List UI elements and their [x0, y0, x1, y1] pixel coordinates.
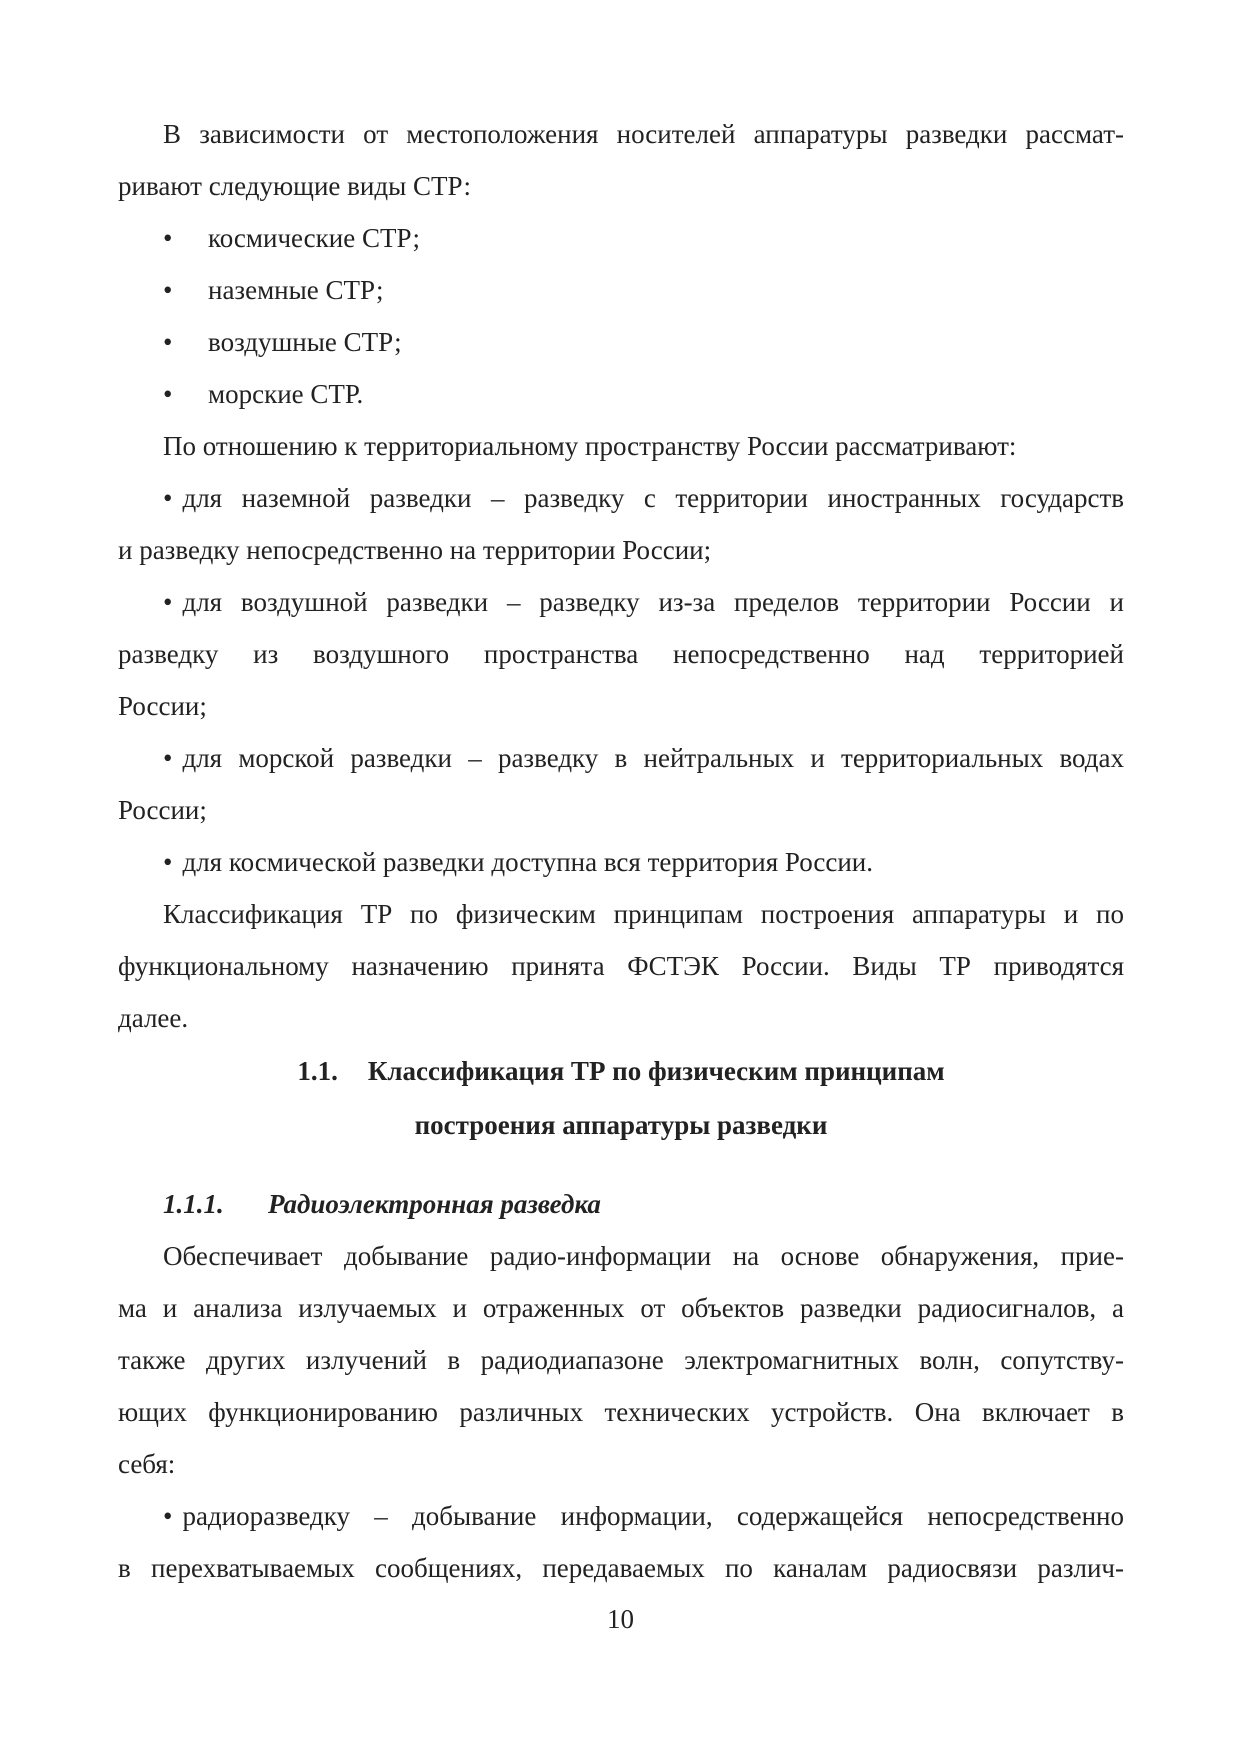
list-item-text: воздушные СТР; [208, 327, 402, 357]
document-page [118, 108, 1124, 1594]
subsection-number: 1.1.1. [163, 1189, 224, 1219]
bullet-icon: • [163, 1501, 173, 1531]
list-item [118, 1490, 1124, 1594]
list-item-text: для воздушной разведки – разведку из-за пределов территории России и [182, 587, 1124, 617]
subsection-title: Радиоэлектронная разведка [268, 1189, 601, 1219]
paragraph-line: ющих функционированию различных технических устройств. Она включает в [118, 1397, 1124, 1427]
list-item [118, 732, 1124, 836]
list-item-line: и разведку непосредственно на территории России; [118, 535, 712, 565]
classification-paragraph [118, 888, 1124, 1044]
paragraph-line: функциональному назначению принята ФСТЭК России. Виды ТР приводятся [118, 951, 1124, 981]
list-item [118, 576, 1124, 732]
list-item-text: радиоразведку – добывание информации, содержащейся непосредственно [182, 1501, 1124, 1531]
bullet-icon: • [163, 327, 173, 357]
bullet-icon: • [163, 743, 173, 773]
intro-line-1: В зависимости от местоположения носителей аппаратуры разведки рассмат- [163, 119, 1124, 149]
paragraph-line: далее. [118, 1003, 189, 1033]
territory-intro: По отношению к территориальному пространству России рассматривают: [163, 431, 1017, 461]
list-item-text: наземные СТР; [208, 275, 384, 305]
list-item [118, 264, 1124, 316]
territory-list [118, 472, 1124, 888]
list-item-line [118, 576, 1124, 628]
section-heading-line-2: построения аппаратуры разведки [414, 1110, 828, 1140]
subsection-heading [118, 1178, 1124, 1230]
bullet-icon: • [163, 483, 173, 513]
list-item [118, 472, 1124, 576]
list-item-line [118, 836, 1124, 888]
bullet-icon: • [163, 223, 173, 253]
section-number: 1.1. [297, 1056, 338, 1086]
bullet-icon: • [163, 587, 173, 617]
list-item-text: для морской разведки – разведку в нейтральных и территориальных водах [182, 743, 1124, 773]
paragraph-line: ма и анализа излучаемых и отраженных от объектов разведки радиосигналов, а [118, 1293, 1124, 1323]
intro-line-2: ривают следующие виды СТР: [118, 171, 472, 201]
list-item-line: России; [118, 691, 207, 721]
list-item [118, 212, 1124, 264]
paragraph-line: себя: [118, 1449, 176, 1479]
bullet-icon: • [163, 379, 173, 409]
list-item-line: России; [118, 795, 207, 825]
page-number: 10 [607, 1604, 634, 1634]
radio-paragraph [118, 1230, 1124, 1490]
list-item-line [118, 472, 1124, 524]
list-item-text: для космической разведки доступна вся территория России. [182, 847, 873, 877]
paragraph-line: также других излучений в радиодиапазоне электромагнитных волн, сопутству- [118, 1345, 1124, 1375]
list-item-text: морские СТР. [208, 379, 364, 409]
list-item [118, 836, 1124, 888]
list-item-line: разведку из воздушного пространства непосредственно над территорией [118, 639, 1124, 669]
list-item-line [118, 732, 1124, 784]
paragraph-line: Обеспечивает добывание радио-информации на основе обнаружения, прие- [163, 1241, 1124, 1271]
bullet-icon: • [163, 275, 173, 305]
section-heading-line-1 [118, 1044, 1124, 1098]
list-item-line [118, 1490, 1124, 1542]
section-heading [118, 1044, 1124, 1152]
list-item-text: космические СТР; [208, 223, 420, 253]
bullet-icon: • [163, 847, 173, 877]
section-title: Классификация ТР по физическим принципам [367, 1056, 945, 1086]
list-item-text: для наземной разведки – разведку с территории иностранных государств [182, 483, 1124, 513]
str-types-list [118, 212, 1124, 420]
paragraph-line: Классификация ТР по физическим принципам построения аппаратуры и по [163, 899, 1124, 929]
list-item-line: в перехватываемых сообщениях, передаваемых по каналам радиосвязи различ- [118, 1553, 1124, 1583]
radio-list [118, 1490, 1124, 1594]
list-item [118, 368, 1124, 420]
list-item [118, 316, 1124, 368]
